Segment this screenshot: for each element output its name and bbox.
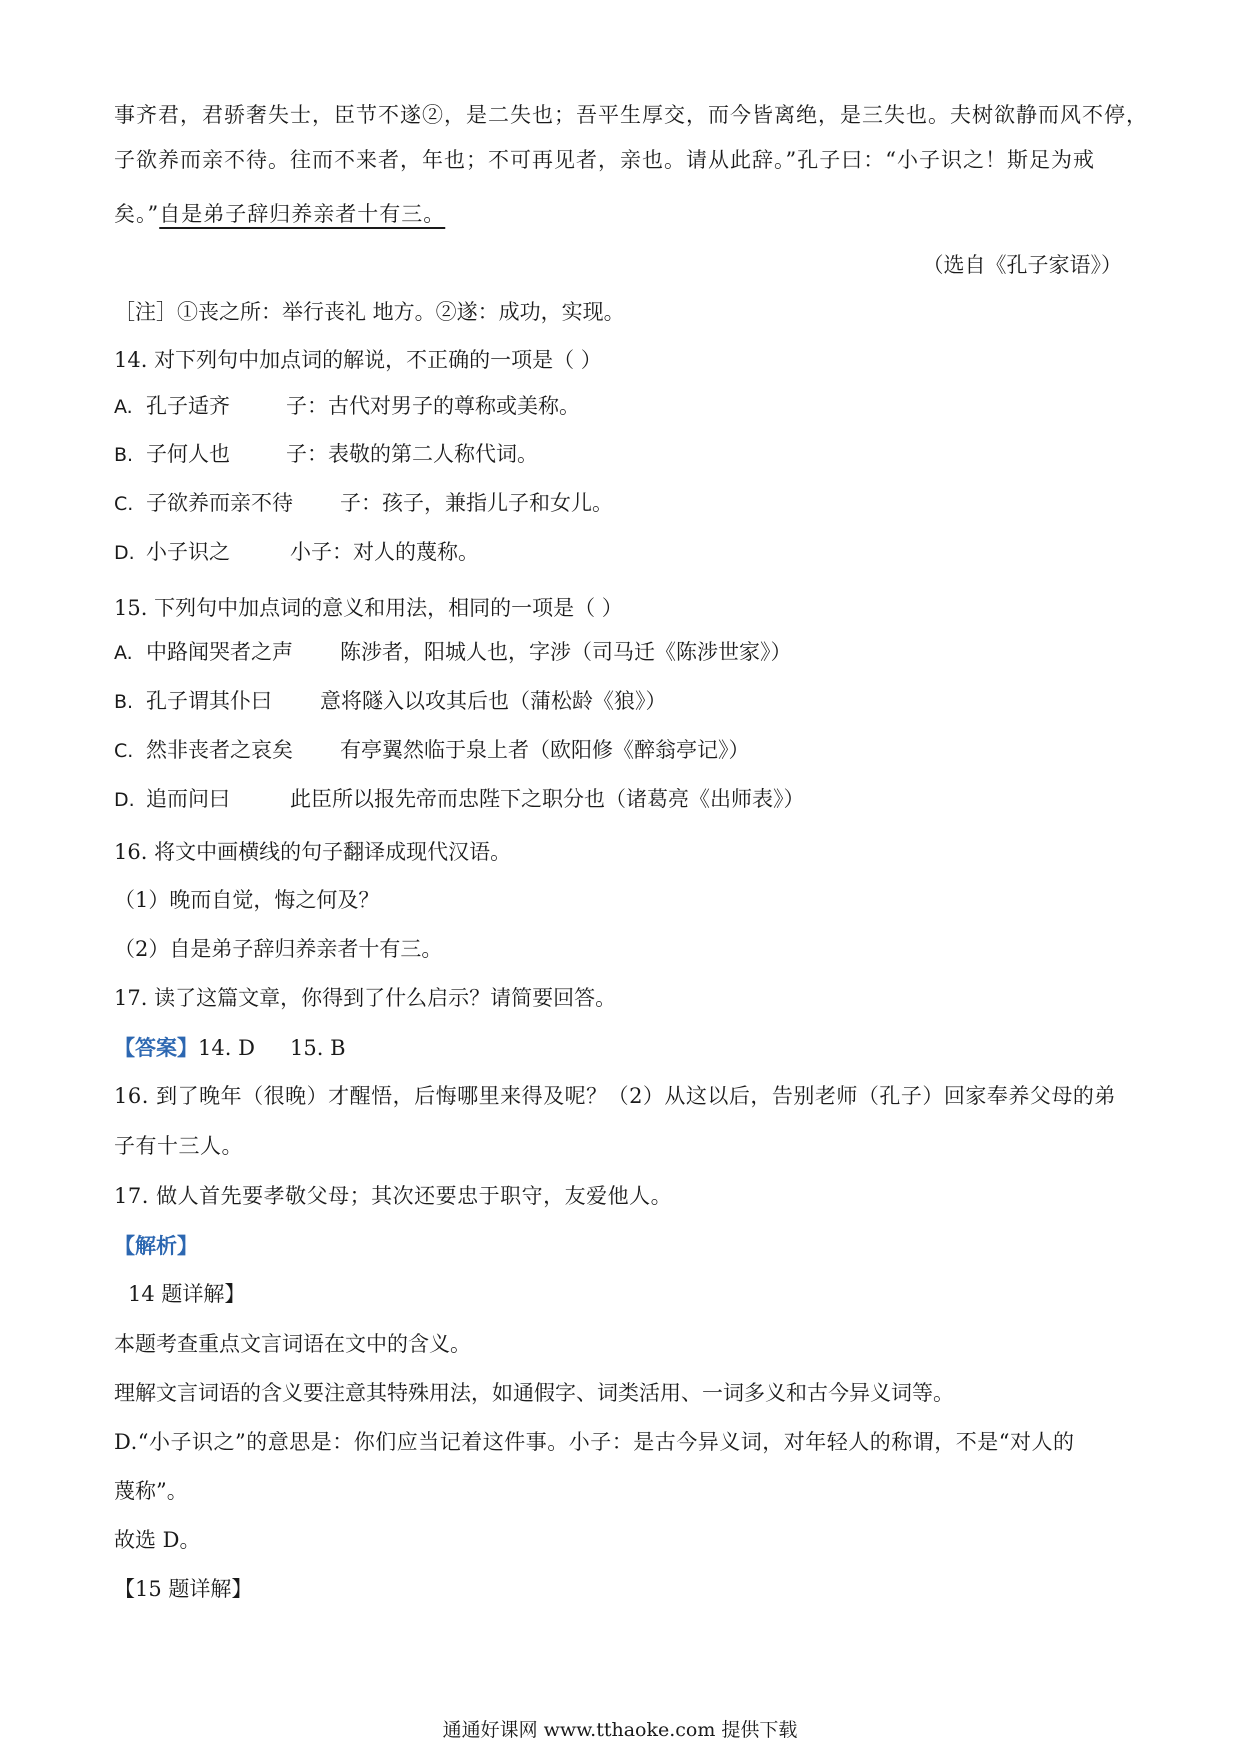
- q14-option-d: [114, 538, 479, 567]
- option-label: C.: [114, 740, 134, 762]
- option-label: C.: [114, 493, 134, 515]
- option-gloss: 子：古代对男子的尊称或美称。: [286, 394, 580, 418]
- analysis-heading-14: 14 题详解】: [128, 1282, 246, 1306]
- annotation-note: ［注］①丧之所：举行丧礼 地方。②遂：成功，实现。: [114, 300, 625, 324]
- analysis-conclusion: 故选 D。: [114, 1528, 201, 1552]
- analysis-paragraph-2: 理解文言词语的含义要注意其特殊用法，如通假字、词类活用、一词多义和古今异义词等。: [114, 1381, 954, 1405]
- option-label: B.: [114, 691, 134, 713]
- passage-line-3: [114, 200, 445, 228]
- option-gloss: 小子：对人的蔑称。: [290, 540, 479, 564]
- analysis-paragraph-3-line-1: D.“小子识之”的意思是：你们应当记着这件事。小子：是古今异义词，对年轻人的称谓，不是“对人的: [114, 1430, 1075, 1454]
- option-label: A.: [114, 396, 133, 418]
- answer-tag: 【答案】: [114, 1036, 198, 1060]
- option-label: D.: [114, 789, 135, 811]
- analysis-heading-15: 【15 题详解】: [114, 1577, 253, 1601]
- analysis-tag: 【解析】: [114, 1234, 198, 1258]
- option-label: D.: [114, 542, 135, 564]
- q14-stem: 14. 对下列句中加点词的解说，不正确的一项是（ ）: [114, 348, 602, 372]
- option-gloss: 此臣所以报先帝而忠陛下之职分也（诸葛亮《出师表》）: [290, 787, 805, 811]
- option-gloss: 子：表敬的第二人称代词。: [286, 442, 538, 466]
- option-label: B.: [114, 444, 134, 466]
- answer-line: [114, 1034, 346, 1062]
- q14-option-a: [114, 392, 580, 421]
- page-footer: 通通好课网 www.tthaoke.com 提供下载: [442, 1719, 798, 1741]
- q14-option-c: [114, 489, 613, 518]
- option-label: A.: [114, 642, 133, 664]
- passage-line-1: 事齐君，君骄奢失士，臣节不遂②，是二失也；吾平生厚交，而今皆离绝，是三失也。夫树欲静而风不停，: [114, 103, 1148, 127]
- option-sentence: 子何人也: [146, 442, 230, 466]
- q15-option-b: [114, 687, 667, 716]
- passage-line-2: 子欲养而亲不待。往而不来者，年也；不可再见者，亲也。请从此辞。”孔子曰：“小子识之！斯足为戒: [114, 148, 1095, 172]
- option-sentence: 然非丧者之哀矣: [146, 738, 293, 762]
- q16-item-1: （1）晚而自觉，悔之何及？: [114, 888, 380, 912]
- q16-item-2: （2）自是弟子辞归养亲者十有三。: [114, 937, 443, 961]
- option-sentence: 小子识之: [146, 540, 230, 564]
- q14-option-b: [114, 440, 538, 469]
- q16-stem: 16. 将文中画横线的句子翻译成现代汉语。: [114, 840, 512, 864]
- answer-17: 17. 做人首先要孝敬父母；其次还要忠于职守，友爱他人。: [114, 1184, 673, 1208]
- answer-15: 15. B: [290, 1036, 346, 1060]
- option-sentence: 孔子适齐: [146, 394, 230, 418]
- q15-stem: 15. 下列句中加点词的意义和用法，相同的一项是（ ）: [114, 596, 623, 620]
- passage-source: （选自《孔子家语》）: [922, 253, 1122, 277]
- option-gloss: 子：孩子，兼指儿子和女儿。: [340, 491, 613, 515]
- option-gloss: 陈涉者，阳城人也，字涉（司马迁《陈涉世家》）: [340, 640, 792, 664]
- answer-14: 14. D: [198, 1036, 255, 1060]
- analysis-paragraph-3-line-2: 蔑称”。: [114, 1479, 188, 1503]
- q15-option-d: [114, 785, 805, 814]
- underlined-sentence: 自是弟子辞归养亲者十有三。: [159, 202, 446, 226]
- q17-stem: 17. 读了这篇文章，你得到了什么启示？请简要回答。: [114, 986, 617, 1010]
- q15-option-c: [114, 736, 750, 765]
- option-gloss: 意将隧入以攻其后也（蒲松龄《狼》）: [320, 689, 667, 713]
- option-sentence: 追而问曰: [146, 787, 230, 811]
- q15-option-a: [114, 638, 792, 667]
- answer-16-line-2: 子有十三人。: [114, 1134, 243, 1158]
- option-sentence: 中路闻哭者之声: [146, 640, 293, 664]
- analysis-tag-line: [114, 1232, 198, 1260]
- analysis-paragraph-1: 本题考查重点文言词语在文中的含义。: [114, 1332, 471, 1356]
- option-sentence: 孔子谓其仆曰: [146, 689, 272, 713]
- answer-16-line-1: 16. 到了晚年（很晚）才醒悟，后悔哪里来得及呢？（2）从这以后，告别老师（孔子）回家奉养父母的弟: [114, 1084, 1116, 1108]
- passage-line-3-plain: 矣。”: [114, 202, 160, 226]
- option-gloss: 有亭翼然临于泉上者（欧阳修《醉翁亭记》）: [340, 738, 750, 762]
- option-sentence: 子欲养而亲不待: [146, 491, 293, 515]
